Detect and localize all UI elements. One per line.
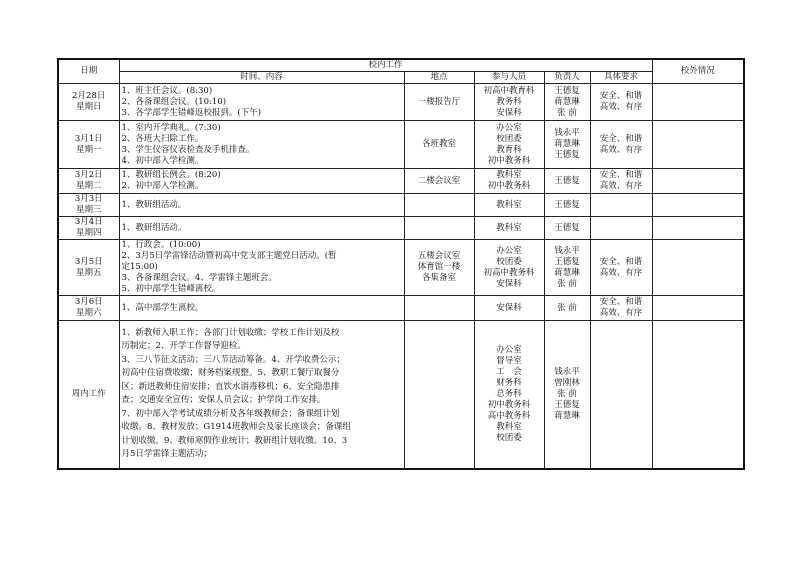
table-row bbox=[58, 217, 744, 240]
responsible-cell: 王德复 bbox=[544, 217, 590, 240]
requirements-cell: 安全、和谐 高效、有序 bbox=[590, 169, 652, 194]
table-row bbox=[58, 194, 744, 217]
responsible-cell: 张 前 bbox=[544, 296, 590, 321]
external-cell bbox=[652, 84, 744, 121]
external-cell bbox=[652, 240, 744, 296]
external-cell bbox=[652, 194, 744, 217]
content-cell: 1、教研组活动。 bbox=[119, 194, 404, 217]
location-cell bbox=[404, 296, 474, 321]
content-cell: 1、班主任会议。(8:30) 2、各备课组会议。(10:10) 3、各学部学生错峰返校报到。(下午) bbox=[119, 84, 404, 121]
participants-cell: 教科室 bbox=[474, 194, 544, 217]
participants-cell: 办公室 校团委 初高中教务科 安保科 bbox=[474, 240, 544, 296]
date-cell: 3月2日 星期二 bbox=[58, 169, 119, 194]
responsible-header: 负责人 bbox=[544, 72, 590, 84]
location-cell: 二楼会议室 bbox=[404, 169, 474, 194]
participants-cell: 教科室 bbox=[474, 217, 544, 240]
requirements-cell: 安全、和谐 高效、有序 bbox=[590, 240, 652, 296]
responsible-cell: 钱永平 蒋慧琳 王德复 bbox=[544, 121, 590, 169]
responsible-cell: 王德复 bbox=[544, 169, 590, 194]
table-row bbox=[58, 121, 744, 169]
requirements-cell bbox=[590, 321, 652, 469]
participants-cell: 教科室 初中教务科 bbox=[474, 169, 544, 194]
table-row bbox=[58, 84, 744, 121]
external-cell bbox=[652, 321, 744, 469]
responsible-cell: 王德复 蒋慧琳 张 前 bbox=[544, 84, 590, 121]
table-row bbox=[58, 296, 744, 321]
requirements-header: 具体要求 bbox=[590, 72, 652, 84]
responsible-cell: 王德复 bbox=[544, 194, 590, 217]
requirements-cell bbox=[590, 194, 652, 217]
location-cell bbox=[404, 321, 474, 469]
requirements-cell: 安全、和谐 高效、有序 bbox=[590, 296, 652, 321]
content-cell: 1、行政会。(10:00) 2、3月5日学雷锋活动暨初高中党支部主题党日活动。(暂 定15:00) 3、各备课组会议。4、学雷锋主题班会。 5、初中部学生错峰离校。 bbox=[119, 240, 404, 296]
date-cell: 3月5日 星期五 bbox=[58, 240, 119, 296]
location-cell bbox=[404, 217, 474, 240]
participants-header: 参与人员 bbox=[474, 72, 544, 84]
external-cell bbox=[652, 169, 744, 194]
participants-cell: 初高中教育科 教务科 安保科 bbox=[474, 84, 544, 121]
date-cell: 3月6日 星期六 bbox=[58, 296, 119, 321]
responsible-cell: 钱永平 曾刚林 张 前 王德复 蒋慧琳 bbox=[544, 321, 590, 469]
participants-cell: 办公室 校团委 教育科 初中教务科 bbox=[474, 121, 544, 169]
location-cell: 一楼报告厅 bbox=[404, 84, 474, 121]
content-cell: 1、新教师入职工作；各部门计划收缴；学校工作计划及校 历制定；2、开学工作督导迎检。 3、三八节征文活动；三八节活动筹备。4、开学收费公示； 初高中住宿费收缴；财务档案规整。5、教职工餐厅取餐分 区；新进教师住宿安排；直饮水消毒移机；6、安全隐患排 查；交通安全宣传；安保人员会议；护学岗工作安排。 7、初中部入学考试成绩分析及各年级教师会；备课组计划 收缴。8、教材发放；G1914班教师会及家长座谈会；备课组 计划收缴。9、教师寒假作业统计；教研组计划收缴。10、3 月5日学雷锋主题活动； bbox=[119, 321, 404, 469]
external-cell bbox=[652, 296, 744, 321]
date-cell: 3月4日 星期四 bbox=[58, 217, 119, 240]
location-header: 地点 bbox=[404, 72, 474, 84]
external-cell bbox=[652, 217, 744, 240]
table-row bbox=[58, 321, 744, 469]
time-content-header: 时间、内容 bbox=[119, 72, 404, 84]
content-cell: 1、室内开学典礼。(7:30) 2、各班大扫除工作。 3、学生仪容仪表检查及手机排查。 4、初中部入学检测。 bbox=[119, 121, 404, 169]
table-row bbox=[58, 169, 744, 194]
requirements-cell: 安全、和谐 高效、有序 bbox=[590, 121, 652, 169]
table-row bbox=[58, 240, 744, 296]
requirements-cell: 安全、和谐 高效、有序 bbox=[590, 84, 652, 121]
requirements-cell bbox=[590, 217, 652, 240]
participants-cell: 办公室 督导室 工 会 财务科 总务科 初中教务科 高中教务科 教科室 校团委 bbox=[474, 321, 544, 469]
content-cell: 1、高中部学生离校。 bbox=[119, 296, 404, 321]
date-cell: 3月3日 星期三 bbox=[58, 194, 119, 217]
school-internal-header: 校内工作 bbox=[119, 59, 652, 72]
external-header: 校外情况 bbox=[652, 59, 744, 84]
date-cell: 3月1日 星期一 bbox=[58, 121, 119, 169]
location-cell: 五楼会议室 体育馆一楼 各集备室 bbox=[404, 240, 474, 296]
location-cell bbox=[404, 194, 474, 217]
content-cell: 1、教研组长例会。(8:20) 2、初中部入学检测。 bbox=[119, 169, 404, 194]
date-cell: 周内工作 bbox=[58, 321, 119, 469]
weekly-schedule-table bbox=[57, 58, 745, 470]
content-cell: 1、教研组活动。 bbox=[119, 217, 404, 240]
date-cell: 2月28日 星期日 bbox=[58, 84, 119, 121]
date-header: 日期 bbox=[58, 59, 119, 84]
participants-cell: 安保科 bbox=[474, 296, 544, 321]
external-cell bbox=[652, 121, 744, 169]
responsible-cell: 钱永平 王德复 蒋慧琳 张 前 bbox=[544, 240, 590, 296]
location-cell: 各班教室 bbox=[404, 121, 474, 169]
